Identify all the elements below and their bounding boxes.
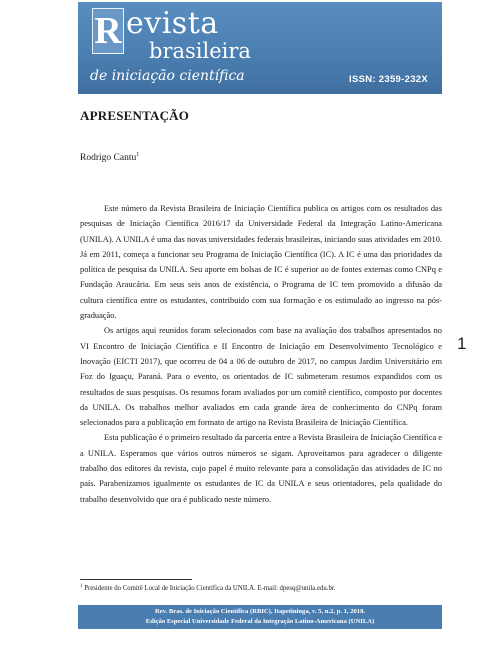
journal-name-line2: brasileira — [149, 39, 251, 63]
issn-label: ISSN: 2359-232X — [349, 74, 428, 85]
article-body — [80, 201, 442, 507]
footnote — [80, 584, 335, 592]
footer-citation: Rev. Bras. de Iniciação Científica (RBIC), Itapetininga, v. 5, n.2, p. 1, 2018. — [154, 608, 366, 615]
author-footnote-marker[interactable]: 1 — [136, 152, 140, 158]
journal-name-line3: de iniciação científica — [90, 68, 245, 84]
body-paragraph-1: Este número da Revista Brasileira de Iniciação Científica publica os artigos com os resultados das pesquisas de Iniciação Científica 2016/17 da Universidade Federal da Integração Latino-Americana (UNILA). A UNILA é uma das novas universidades federais brasileiras, iniciando suas atividades em 2010. Já em 2011, começa a funcionar seu Programa de Iniciação Científica (IC). A IC é uma das prioridades da política de pesquisa da UNILA. Seu aporte em bolsas de IC é superior ao de fontes externas como CNPq e Fundação Araucária. Em seus seis anos de existência, o Programa de IC tem promovido a difusão da cultura científica entre os estudantes, contribuido com sua formação e os estimulado ao ingresso na pós-graduação. — [80, 204, 442, 321]
footnote-divider — [80, 579, 192, 580]
journal-logo-letter: R — [92, 8, 124, 54]
body-paragraph-2: Os artigos aqui reunidos foram selecionados com base na avaliação dos trabalhos apresentados no VI Encontro de Iniciação Científica e II Encontro de Iniciação em Desenvolvimento Tecnológico e Inovação (EICTI 2017), que ocorreu de 04 a 06 de outubro de 2017, no campus Jardim Universitário em Foz do Iguaçu, Paraná. Para o evento, os orientados de IC submeteram resumos expandidos com os resultados de suas pesquisas. Os resumos foram avaliados por um comitê científico, composto por docentes da UNILA. Os trabalhos melhor avaliados em cada grande área de conhecimento do CNPq foram selecionados para a publicação em formato de artigo na Revista Brasileira de Iniciação Científica. — [80, 326, 442, 428]
article-title: APRESENTAÇÃO — [80, 108, 190, 123]
footnote-marker: 1 — [80, 584, 83, 589]
journal-name-line1: evista — [126, 6, 219, 41]
journal-footer — [78, 605, 442, 629]
body-paragraph-3: Esta publicação é o primeiro resultado da parceria entre a Revista Brasileira de Iniciação Científica e a UNILA. Esperamos que vários outros números se sigam. Aproveitamos para agradecer o diligente trabalho dos editores da revista, cujo papel é muito relevante para a consolidação das atividades de IC no país. Parabenizamos igualmente os estudantes de IC da UNILA e seus orientadores, pela qualidade do trabalho desenvolvido que ora é publicado neste número. — [80, 433, 442, 504]
footnote-text: Presidente do Comitê Local de Iniciação Científica da UNILA. E-mail: dpesq@unila.edu.br. — [82, 585, 336, 592]
author-line — [80, 152, 139, 163]
page-number: 1 — [457, 334, 467, 353]
journal-banner — [78, 2, 442, 94]
footer-edition: Edição Especial Universidade Federal da Integração Latino-Americana (UNILA) — [145, 617, 375, 625]
author-name: Rodrigo Cantu — [80, 153, 137, 163]
